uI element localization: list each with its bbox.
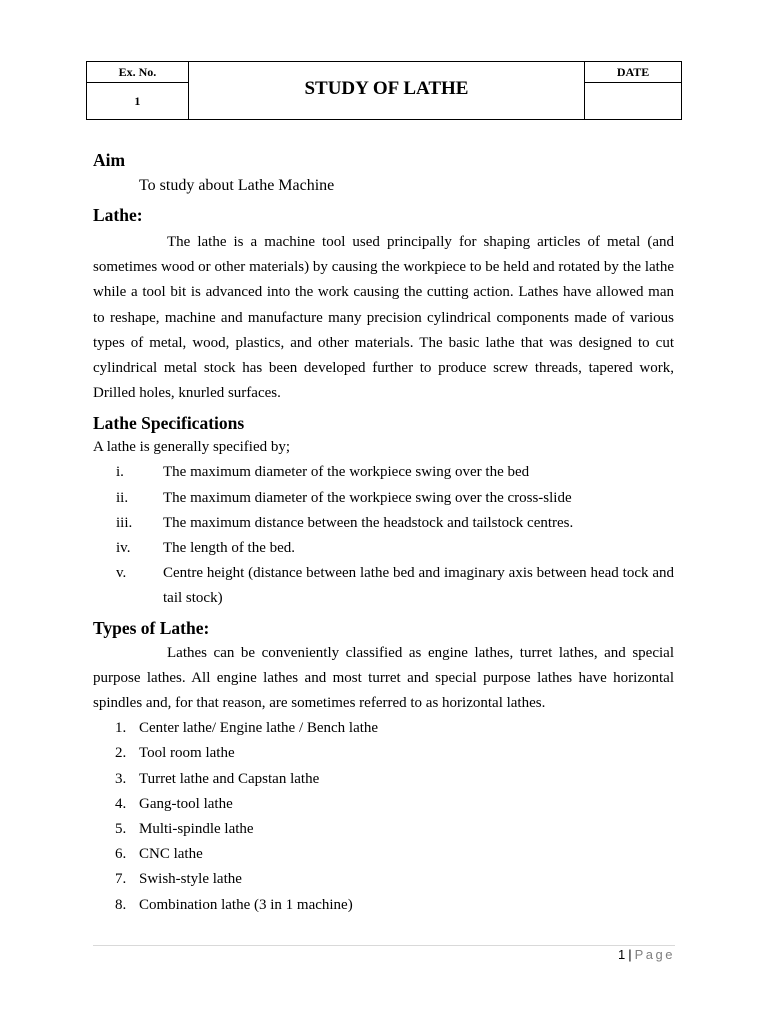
- header-table: [86, 61, 682, 120]
- list-item: [93, 511, 674, 536]
- list-marker: 3.: [115, 770, 127, 787]
- list-item-text: Gang-tool lathe: [139, 795, 233, 812]
- list-marker: 6.: [115, 846, 127, 863]
- footer-divider: [93, 945, 675, 946]
- specifications-list: [93, 460, 674, 611]
- specifications-intro: A lathe is generally specified by;: [93, 439, 291, 456]
- list-marker: v.: [116, 565, 127, 582]
- list-marker: i.: [116, 464, 124, 481]
- list-marker: 1.: [115, 720, 127, 737]
- list-item: [93, 792, 674, 817]
- list-item-text: Multi-spindle lathe: [139, 821, 254, 838]
- list-item: [93, 893, 674, 918]
- list-marker: 7.: [115, 871, 127, 888]
- ex-no-label: Ex. No.: [87, 62, 189, 83]
- date-label: DATE: [585, 62, 682, 83]
- list-item-text: The length of the bed.: [163, 540, 296, 557]
- list-marker: 2.: [115, 745, 127, 762]
- list-item-text: CNC lathe: [139, 846, 203, 863]
- date-value: [585, 83, 682, 120]
- list-item-text: The maximum distance between the headstock and tailstock centres.: [163, 514, 574, 531]
- list-item-text: Turret lathe and Capstan lathe: [139, 770, 320, 787]
- list-marker: 8.: [115, 896, 127, 913]
- list-item: [93, 842, 674, 867]
- page-footer: [618, 947, 675, 962]
- list-item-text: Swish-style lathe: [139, 871, 242, 888]
- list-marker: ii.: [116, 489, 129, 506]
- types-paragraph: Lathes can be conveniently classified as engine lathes, turret lathes, and special purpose lathes. All engine lathes and most turret and special purpose lathes have horizontal spindles and, for that reason, are sometimes referred to as horizontal lathes.: [93, 644, 674, 712]
- list-item-text: Center lathe/ Engine lathe / Bench lathe: [139, 720, 379, 737]
- page-label: Page: [634, 947, 675, 962]
- list-item: [93, 460, 674, 485]
- list-item-text: Centre height (distance between lathe bed and imaginary axis between head tock and tail stock): [163, 565, 674, 607]
- list-marker: 4.: [115, 795, 127, 812]
- list-item-text: Combination lathe (3 in 1 machine): [139, 896, 353, 913]
- footer-separator: |: [628, 947, 632, 962]
- list-item-text: Tool room lathe: [139, 745, 235, 762]
- specifications-heading: Lathe Specifications: [93, 413, 245, 434]
- list-item: [93, 867, 674, 892]
- types-list: [93, 716, 674, 918]
- list-item-text: The maximum diameter of the workpiece swing over the cross-slide: [163, 489, 572, 506]
- aim-heading: Aim: [93, 150, 126, 170]
- list-item: [93, 561, 674, 611]
- list-item: [93, 817, 674, 842]
- list-marker: iv.: [116, 540, 131, 557]
- page-title: STUDY OF LATHE: [188, 62, 584, 120]
- document-body: [93, 148, 674, 918]
- list-item: [93, 486, 674, 511]
- lathe-paragraph: The lathe is a machine tool used principally for shaping articles of metal (and sometimes wood or other materials) by causing the workpiece to be held and rotated by the lathe while a tool bit is advanced into the work causing the cutting action. Lathes have allowed man to reshape, machine and manufacture many precision cylindrical components made of various types of metal, wood, plastics, and other materials. The basic lathe that was designed to cut cylindrical metal stock has been developed further to produce screw threads, tapered work, Drilled holes, knurled surfaces.: [93, 234, 674, 402]
- list-item: [93, 767, 674, 792]
- list-marker: iii.: [116, 514, 133, 531]
- list-marker: 5.: [115, 821, 127, 838]
- aim-text: To study about Lathe Machine: [139, 177, 335, 194]
- ex-no-value: 1: [87, 83, 189, 120]
- list-item: [93, 716, 674, 741]
- lathe-heading: Lathe:: [93, 205, 143, 225]
- list-item: [93, 536, 674, 561]
- list-item: [93, 741, 674, 766]
- types-heading: Types of Lathe:: [93, 617, 210, 638]
- page-number: 1: [618, 947, 626, 962]
- list-item-text: The maximum diameter of the workpiece swing over the bed: [163, 464, 530, 481]
